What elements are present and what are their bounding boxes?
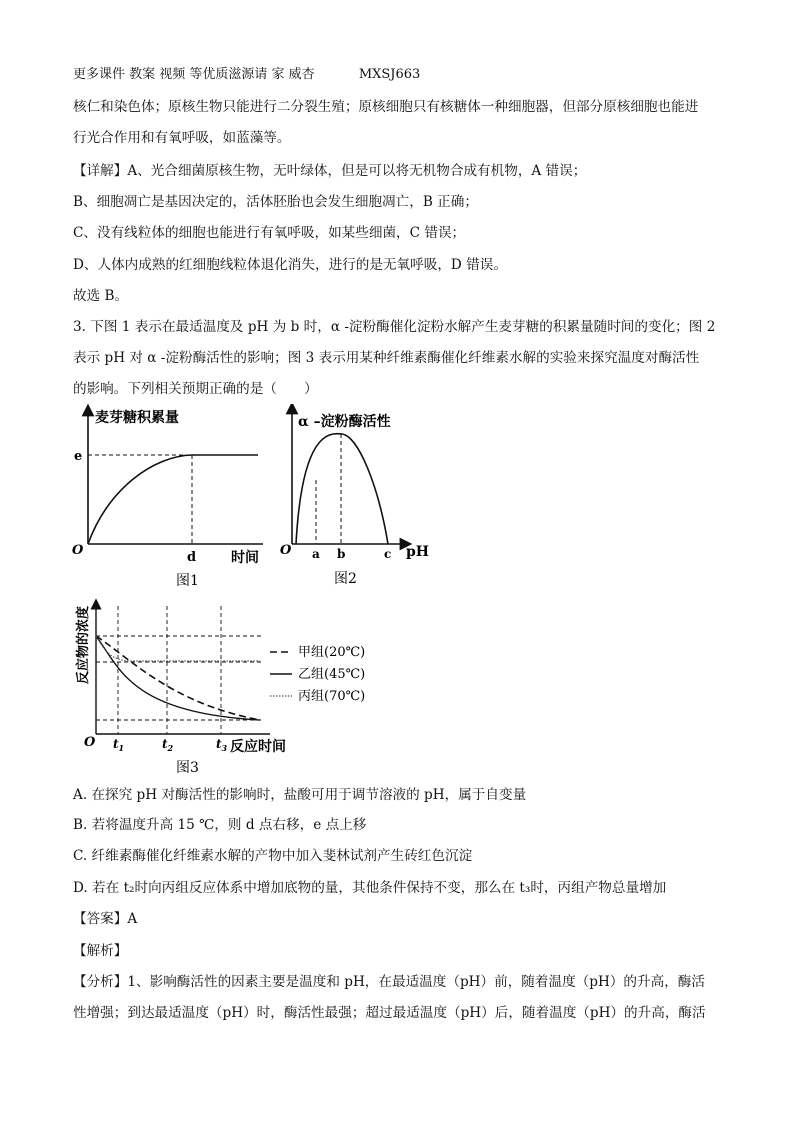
curve-bing-70c [96,636,260,661]
figure-3 [70,598,380,778]
answer-tag: 【答案】 [73,911,128,927]
question-line: 的影响。下列相关预期正确的是（ ） [73,381,318,397]
option-c: C. 纤维素酶催化纤维素水解的产物中加入斐林试剂产生砖红色沉淀 [73,848,473,864]
fig2-xlabel: pH [406,544,430,560]
paragraph-line: 故选 B。 [73,288,129,304]
legend-jia: 甲组(20℃) [298,645,366,660]
fig1-xlabel: 时间 [231,550,259,566]
analysis-line: 性增强；到达最适温度（pH）时，酶活性最强；超过最适温度（pH）后，随着温度（pH）的升高，酶活 [73,1005,706,1021]
fig2-origin: O [280,543,292,558]
fig2-b-label: b [337,547,346,561]
paragraph-line: B、细胞凋亡是基因决定的，活体胚胎也会发生细胞凋亡，B 正确； [73,194,478,210]
fig2-ylabel: α –淀粉酶活性 [298,414,391,430]
option-b: B. 若将温度升高 15 ℃，则 d 点右移，e 点上移 [73,817,367,833]
fig2-a-label: a [312,547,320,561]
fig1-ylabel: 麦芽糖积累量 [95,410,179,426]
option-a: A. 在探究 pH 对酶活性的影响时，盐酸可用于调节溶液的 pH，属于自变量 [73,787,527,803]
page-header [73,66,420,84]
analysis-tag: 【解析】 [73,943,128,959]
figure-2 [278,404,438,590]
fig1-e-label: e [74,449,83,464]
fig2-caption: 图2 [334,571,357,587]
fig1-caption: 图1 [176,573,199,589]
fig3-t2: $t_2$ [162,737,174,753]
activity-curve [296,434,388,544]
answer-line [73,910,137,928]
fig1-origin: O [72,543,84,558]
figure-1 [68,404,268,590]
question-line: 表示 pH 对 α -淀粉酶活性的影响；图 3 表示用某种纤维素酶催化纤维素水解的实验来探究温度对酶活性 [73,350,700,366]
paragraph-line: C、没有线粒体的细胞也能进行有氧呼吸，如某些细菌，C 错误； [73,225,466,241]
legend-yi: 乙组(45℃) [298,667,366,682]
fig3-origin: O [84,735,96,750]
paragraph-line: 核仁和染色体；原核生物只能进行二分裂生殖；原核细胞只有核糖体一种细胞器，但部分原核细胞也能进 [73,99,699,115]
fig1-d-label: d [187,550,197,565]
fig3-t3: $t_3$ [216,737,228,753]
header-code: MXSJ663 [358,67,421,82]
paragraph-line: 【详解】A、光合细菌原核生物，无叶绿体，但是可以将无机物合成有机物，A 错误； [73,163,587,179]
fig3-xlabel: 反应时间 [230,739,286,755]
accumulation-curve [88,455,258,544]
header-text: 更多课件 教案 视频 等优质滋源请 家 威杏 [73,67,315,82]
option-d: D. 若在 t₂时向丙组反应体系中增加底物的量，其他条件保持不变，那么在 t₃时，丙组产物总量增加 [73,880,667,896]
fig3-ylabel: 反应物的浓度 [76,605,91,684]
fig3-t1: $t_1$ [113,737,125,753]
paragraph-line: 行光合作用和有氧呼吸，如蓝藻等。 [73,130,291,146]
answer-value: A [127,911,138,927]
analysis-line: 【分析】1、影响酶活性的因素主要是温度和 pH，在最适温度（pH）前，随着温度（pH）的升高，酶活 [73,974,705,990]
legend-bing: 丙组(70℃) [298,689,366,704]
fig2-c-label: c [384,547,392,561]
curve-yi-45c [96,636,260,720]
paragraph-line: D、人体内成熟的红细胞线粒体退化消失，进行的是无氧呼吸，D 错误。 [73,257,507,273]
question-line: 3. 下图 1 表示在最适温度及 pH 为 b 时，α -淀粉酶催化淀粉水解产生麦芽糖的积累量随时间的变化；图 2 [73,319,716,335]
fig3-caption: 图3 [176,760,199,776]
